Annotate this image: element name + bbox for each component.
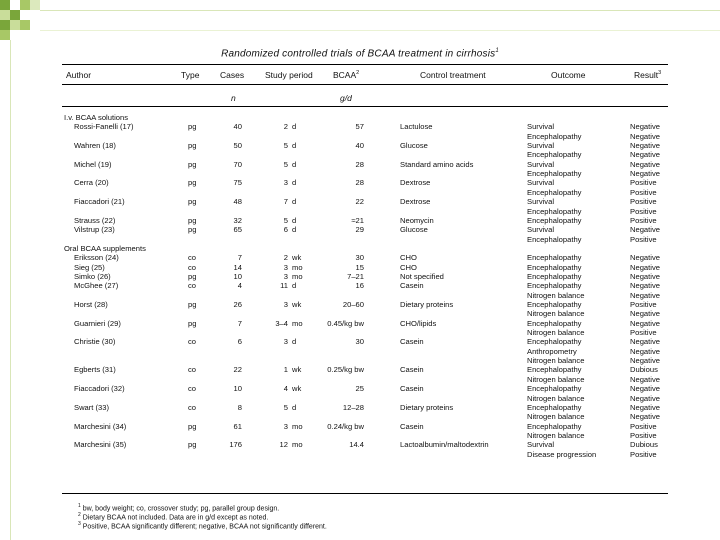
- trial-outcome: Encephalopathy: [527, 187, 582, 197]
- trial-result: Negative: [630, 318, 660, 328]
- trial-result: Positive: [630, 187, 657, 197]
- trial-outcome: Encephalopathy: [527, 421, 582, 431]
- trial-type: pg: [188, 197, 197, 207]
- trial-cases: 22: [233, 365, 242, 375]
- trial-outcome: Encephalopathy: [527, 234, 582, 244]
- trial-result: Negative: [630, 262, 660, 272]
- header-author: Author: [66, 70, 92, 80]
- trial-result: Positive: [630, 197, 657, 207]
- header-result: Result$^3$: [634, 70, 662, 80]
- trial-outcome: Encephalopathy: [527, 365, 582, 375]
- trial-period-unit: d: [292, 337, 297, 347]
- trial-type: pg: [188, 141, 197, 151]
- trial-period-number: 3–4: [275, 318, 288, 328]
- trial-period-unit: mo: [292, 318, 303, 328]
- trial-outcome: Nitrogen balance: [527, 393, 585, 403]
- trial-period-number: 6: [283, 225, 288, 235]
- trial-outcome: Encephalopathy: [527, 318, 582, 328]
- trial-cases: 10: [233, 384, 242, 394]
- trial-outcome: Encephalopathy: [527, 206, 582, 216]
- trial-outcome: Encephalopathy: [527, 253, 582, 263]
- trial-type: co: [188, 253, 197, 263]
- trial-bcaa-dose: 30: [355, 337, 364, 347]
- trial-cases: 14: [233, 262, 242, 272]
- trial-author: Fiaccadori (32): [74, 384, 125, 394]
- trial-period-number: 12: [279, 440, 288, 450]
- trial-type: pg: [188, 178, 197, 188]
- trial-result: Negative: [630, 337, 660, 347]
- trial-type: co: [188, 365, 197, 375]
- trial-result: Positive: [630, 328, 657, 338]
- trial-period-unit: mo: [292, 271, 303, 281]
- trial-outcome: Nitrogen balance: [527, 430, 585, 440]
- trial-result: Negative: [630, 122, 660, 132]
- header-bottom-rule: [62, 84, 668, 85]
- trial-result: Positive: [630, 206, 657, 216]
- trial-control-treatment: Not specified: [400, 271, 444, 281]
- trial-author: Vilstrup (23): [74, 225, 115, 235]
- trial-outcome: Nitrogen balance: [527, 328, 585, 338]
- trial-result: Negative: [630, 225, 660, 235]
- trial-cases: 40: [233, 122, 242, 132]
- trial-result: Negative: [630, 131, 660, 141]
- footnote-mark: 3: [78, 521, 81, 527]
- trial-result: Negative: [630, 346, 660, 356]
- trial-type: pg: [188, 159, 197, 169]
- trial-author: Marchesini (34): [74, 421, 127, 431]
- trial-bcaa-dose: 0.25/kg bw: [327, 365, 364, 375]
- trial-result: Positive: [630, 449, 657, 459]
- trial-type: co: [188, 402, 197, 412]
- trial-period-number: 11: [280, 281, 288, 291]
- trial-control-treatment: Casein: [400, 365, 424, 375]
- header-study-period: Study period: [265, 70, 313, 80]
- trial-outcome: Survival: [527, 141, 555, 151]
- trial-outcome: Survival: [527, 440, 555, 450]
- trial-control-treatment: Neomycin: [400, 215, 434, 225]
- trial-result: Negative: [630, 141, 660, 151]
- trial-period-number: 3: [283, 271, 288, 281]
- trial-period-number: 3: [283, 421, 288, 431]
- trial-result: Negative: [630, 271, 660, 281]
- trial-cases: 61: [233, 421, 242, 431]
- trial-type: co: [188, 262, 197, 272]
- trial-type: pg: [188, 421, 197, 431]
- units-rule: [62, 106, 668, 107]
- trial-author: Cerra (20): [74, 178, 109, 188]
- trial-author: Simko (26): [74, 271, 111, 281]
- trial-period-unit: wk: [292, 300, 302, 309]
- trial-period-unit: d: [292, 402, 297, 412]
- trial-cases: 50: [233, 141, 242, 151]
- trial-outcome: Anthropometry: [527, 346, 577, 356]
- trial-cases: 26: [233, 300, 242, 309]
- trial-bcaa-dose: 40: [355, 141, 364, 151]
- trial-result: Negative: [630, 290, 660, 300]
- trial-author: Fiaccadori (21): [74, 197, 125, 207]
- trial-period-number: 3: [283, 262, 288, 272]
- trial-outcome: Encephalopathy: [527, 337, 582, 347]
- trial-control-treatment: Dietary proteins: [400, 402, 454, 412]
- trial-result: Negative: [630, 281, 660, 291]
- trial-type: pg: [188, 215, 197, 225]
- trial-result: Dubious: [630, 365, 658, 375]
- trial-period-number: 5: [283, 141, 288, 151]
- trial-author: Strauss (22): [74, 215, 116, 225]
- trial-outcome: Nitrogen balance: [527, 374, 585, 384]
- trial-period-unit: wk: [292, 365, 302, 375]
- trial-result: Negative: [630, 150, 660, 160]
- trial-period-unit: d: [292, 141, 297, 151]
- trial-control-treatment: Lactoalbumin/maltodextrin: [400, 440, 489, 450]
- trial-period-number: 2: [283, 253, 288, 263]
- trial-result: Positive: [630, 178, 657, 188]
- section-heading: I.v. BCAA solutions: [64, 113, 129, 122]
- trial-period-number: 5: [283, 159, 288, 169]
- trial-outcome: Survival: [527, 197, 555, 207]
- trial-period-unit: mo: [292, 440, 303, 450]
- trial-result: Negative: [630, 374, 660, 384]
- trial-control-treatment: Dietary proteins: [400, 300, 454, 309]
- trial-result: Positive: [630, 300, 657, 309]
- trial-control-treatment: CHO: [400, 262, 417, 272]
- trial-outcome: Nitrogen balance: [527, 309, 585, 319]
- trial-author: Swart (33): [74, 402, 110, 412]
- trial-outcome: Encephalopathy: [527, 150, 582, 160]
- footnote: [78, 503, 279, 512]
- footnote: [78, 512, 268, 521]
- trial-bcaa-dose: 20–60: [342, 300, 364, 309]
- top-rule-decoration-2: [40, 30, 720, 31]
- header-top-rule: [62, 64, 668, 65]
- section-heading: Oral BCAA supplements: [64, 243, 146, 253]
- trial-result: Positive: [630, 430, 657, 440]
- trial-type: pg: [188, 225, 197, 235]
- trial-bcaa-dose: ≈21: [351, 215, 364, 225]
- trial-result: Negative: [630, 253, 660, 263]
- trial-bcaa-dose: 28: [355, 178, 364, 188]
- trial-outcome: Disease progression: [527, 449, 597, 459]
- trial-result: Positive: [630, 421, 657, 431]
- table-bottom-rule: [62, 493, 668, 494]
- trial-author: Sieg (25): [74, 262, 105, 272]
- header-type: Type: [181, 70, 200, 80]
- trial-control-treatment: Dextrose: [400, 197, 431, 207]
- trial-period-unit: d: [292, 281, 297, 291]
- trial-control-treatment: CHO/lipids: [400, 318, 437, 328]
- table-title: Randomized controlled trials of BCAA treatment in cirrhosis$^1$: [221, 48, 499, 60]
- trial-author: Michel (19): [74, 159, 112, 169]
- trial-result: Dubious: [630, 440, 658, 450]
- trial-control-treatment: Casein: [400, 421, 424, 431]
- trial-outcome: Nitrogen balance: [527, 412, 585, 422]
- unit-bcaa: g/d: [340, 93, 352, 103]
- trial-bcaa-dose: 29: [355, 225, 364, 235]
- trial-period-unit: d: [292, 122, 297, 132]
- trial-type: pg: [188, 271, 197, 281]
- header-cases: Cases: [220, 70, 245, 80]
- trial-control-treatment: Casein: [400, 384, 424, 394]
- header-outcome: Outcome: [551, 70, 586, 80]
- trial-author: Guarnieri (29): [74, 318, 121, 328]
- trial-type: pg: [188, 122, 197, 132]
- trial-outcome: Encephalopathy: [527, 281, 582, 291]
- trial-author: McGhee (27): [74, 281, 119, 291]
- trial-period-unit: d: [292, 225, 297, 235]
- trial-result: Negative: [630, 393, 660, 403]
- trial-result: Positive: [630, 215, 657, 225]
- trial-outcome: Survival: [527, 159, 555, 169]
- trial-bcaa-dose: 14.4: [349, 440, 364, 450]
- trial-result: Negative: [630, 384, 660, 394]
- trial-result: Negative: [630, 309, 660, 319]
- trial-period-unit: wk: [292, 384, 302, 394]
- trial-period-number: 5: [283, 402, 288, 412]
- trial-control-treatment: Glucose: [400, 141, 428, 151]
- trial-bcaa-dose: 25: [355, 384, 364, 394]
- trial-period-unit: d: [292, 197, 297, 207]
- trial-cases: 10: [233, 271, 242, 281]
- trial-type: pg: [188, 318, 197, 328]
- trial-result: Negative: [630, 169, 660, 179]
- trial-period-number: 3: [283, 300, 288, 309]
- trial-period-unit: wk: [292, 253, 302, 263]
- trial-cases: 70: [233, 159, 242, 169]
- trial-type: co: [188, 384, 197, 394]
- footnote: [78, 521, 327, 530]
- trial-bcaa-dose: 7–21: [347, 271, 364, 281]
- trial-author: Horst (28): [74, 300, 108, 309]
- trial-cases: 65: [233, 225, 242, 235]
- trial-bcaa-dose: 12–28: [342, 402, 364, 412]
- trial-author: Egberts (31): [74, 365, 116, 375]
- trial-author: Christie (30): [74, 337, 116, 347]
- trial-cases: 6: [237, 337, 242, 347]
- header-control-treatment: Control treatment: [420, 70, 486, 80]
- trial-type: pg: [188, 300, 197, 309]
- footnote-text: Dietary BCAA not included. Data are in g/d except as noted.: [80, 514, 269, 522]
- trial-bcaa-dose: 0.24/kg bw: [327, 421, 364, 431]
- trial-outcome: Encephalopathy: [527, 262, 582, 272]
- trial-control-treatment: Glucose: [400, 225, 428, 235]
- footnote-text: bw, body weight; co, crossover study; pg, parallel group design.: [80, 505, 280, 513]
- trial-bcaa-dose: 16: [355, 281, 364, 291]
- trial-author: Wahren (18): [74, 141, 116, 151]
- footnote-mark: 2: [78, 512, 81, 518]
- footnote-text: Positive, BCAA significantly different; negative, BCAA not significantly different.: [80, 523, 327, 531]
- trial-author: Eriksson (24): [74, 253, 119, 263]
- trial-cases: 32: [233, 215, 242, 225]
- trial-control-treatment: CHO: [400, 253, 417, 263]
- trial-outcome: Nitrogen balance: [527, 356, 585, 366]
- trial-result: Negative: [630, 412, 660, 422]
- trial-period-unit: mo: [292, 421, 303, 431]
- trial-type: co: [188, 337, 197, 347]
- trial-control-treatment: Lactulose: [400, 122, 433, 132]
- trial-bcaa-dose: 0.45/kg bw: [327, 318, 364, 328]
- trial-type: pg: [188, 440, 197, 450]
- trial-outcome: Survival: [527, 178, 555, 188]
- trial-outcome: Encephalopathy: [527, 384, 582, 394]
- trial-period-unit: mo: [292, 262, 303, 272]
- trial-cases: 7: [237, 318, 242, 328]
- trial-control-treatment: Casein: [400, 337, 424, 347]
- left-rule-decoration: [10, 40, 11, 540]
- trial-bcaa-dose: 28: [355, 159, 364, 169]
- trial-cases: 7: [237, 253, 242, 263]
- trial-bcaa-dose: 15: [355, 262, 364, 272]
- trial-cases: 4: [237, 281, 242, 291]
- trial-result: Negative: [630, 402, 660, 412]
- trial-outcome: Encephalopathy: [527, 271, 582, 281]
- trial-outcome: Survival: [527, 225, 555, 235]
- trial-period-number: 3: [283, 178, 288, 188]
- trial-cases: 75: [233, 178, 242, 188]
- trial-cases: 48: [233, 197, 242, 207]
- trial-type: co: [188, 281, 197, 291]
- trial-period-number: 3: [283, 337, 288, 347]
- trial-outcome: Survival: [527, 122, 555, 132]
- trial-period-number: 1: [283, 365, 288, 375]
- trial-period-number: 4: [283, 384, 288, 394]
- header-bcaa: BCAA$^2$: [333, 70, 360, 80]
- trial-outcome: Encephalopathy: [527, 215, 582, 225]
- trial-cases: 8: [237, 402, 242, 412]
- trial-period-number: 7: [283, 197, 288, 207]
- trial-outcome: Encephalopathy: [527, 169, 582, 179]
- trial-outcome: Encephalopathy: [527, 300, 582, 309]
- trial-period-number: 5: [283, 215, 288, 225]
- trial-outcome: Nitrogen balance: [527, 290, 585, 300]
- trial-author: Marchesini (35): [74, 440, 127, 450]
- trial-period-unit: d: [292, 178, 297, 188]
- trial-period-unit: d: [292, 215, 297, 225]
- trial-result: Negative: [630, 356, 660, 366]
- trial-outcome: Encephalopathy: [527, 402, 582, 412]
- trial-period-unit: d: [292, 159, 297, 169]
- trial-control-treatment: Dextrose: [400, 178, 431, 188]
- trial-period-number: 2: [283, 122, 288, 132]
- trial-bcaa-dose: 57: [355, 122, 364, 132]
- trial-cases: 176: [229, 440, 242, 450]
- trial-bcaa-dose: 22: [355, 197, 364, 207]
- trial-author: Rossi-Fanelli (17): [74, 122, 134, 132]
- top-rule-decoration: [40, 10, 720, 11]
- footnote-mark: 1: [78, 503, 81, 509]
- trial-control-treatment: Casein: [400, 281, 424, 291]
- trial-result: Positive: [630, 234, 657, 244]
- trial-control-treatment: Standard amino acids: [400, 159, 474, 169]
- trial-result: Negative: [630, 159, 660, 169]
- unit-cases: n: [231, 93, 236, 103]
- trial-outcome: Encephalopathy: [527, 131, 582, 141]
- trial-bcaa-dose: 30: [355, 253, 364, 263]
